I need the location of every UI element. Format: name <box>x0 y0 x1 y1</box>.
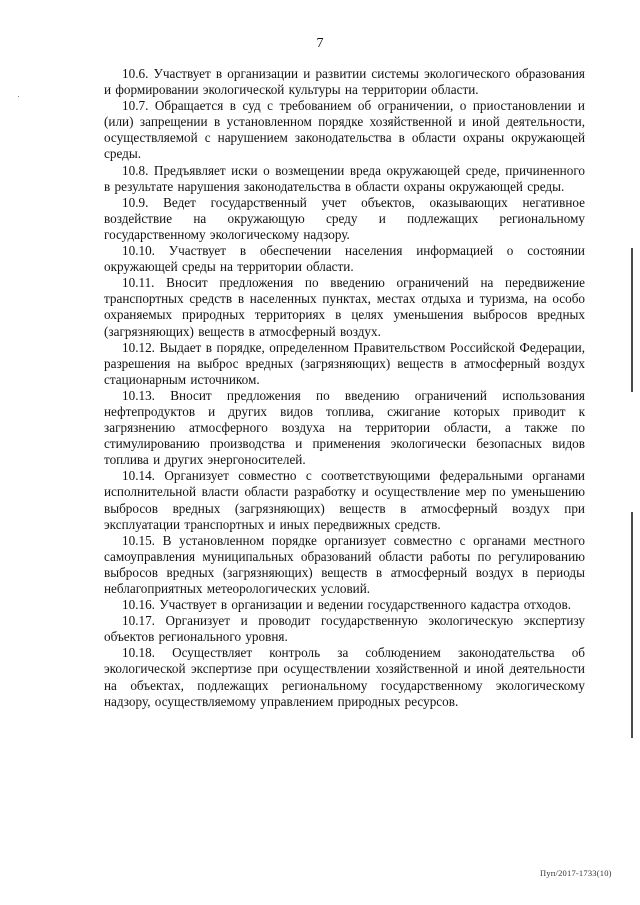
paragraph-10-12: 10.12. Выдает в порядке, определенном Правительством Российской Федерации, разрешения на выброс вредных (загрязняющих) веществ в атмосферный воздух стационарным источником. <box>104 339 585 387</box>
paragraph-10-7: 10.7. Обращается в суд с требованием об ограничении, о приостановлении и (или) запрещении в установленном порядке хозяйственной и иной деятельности, осуществляемой с нарушением законодательства в области охраны окружающей среды. <box>104 98 585 162</box>
paragraph-10-17: 10.17. Организует и проводит государственную экологическую экспертизу объектов регионального уровня. <box>104 613 585 645</box>
paragraph-10-15: 10.15. В установленном порядке организует совместно с органами местного самоуправления муниципальных образований области работы по регулированию выбросов вредных (загрязняющих) веществ в атмосферный воздух в периоды неблагоприятных метеорологических условий. <box>104 532 585 596</box>
paragraph-10-16: 10.16. Участвует в организации и ведении государственного кадастра отходов. <box>122 597 572 613</box>
scan-margin-line <box>631 512 633 738</box>
page-number: 7 <box>316 36 324 51</box>
scan-speck <box>18 96 19 97</box>
paragraph-10-11: 10.11. Вносит предложения по введению ограничений на передвижение транспортных средств в населенных пунктах, местах отдыха и туризма, на особо охраняемых природных территориях в целях уменьшения выбросов вредных (загрязняющих) веществ в атмосферный воздух. <box>104 275 585 339</box>
scan-margin-line <box>631 248 633 392</box>
paragraph-10-9: 10.9. Ведет государственный учет объектов, оказывающих негативное воздействие на окружающую среду и подлежащих региональному государственному экологическому надзору. <box>104 194 585 242</box>
paragraph-10-14: 10.14. Организует совместно с соответствующими федеральными органами исполнительной власти области разработку и осуществление мер по уменьшению выбросов вредных (загрязняющих) веществ в атмосферный воздух при эксплуатации транспортных и иных передвижных средств. <box>104 468 585 532</box>
paragraph-10-13: 10.13. Вносит предложения по введению ограничений использования нефтепродуктов и других видов топлива, сжигание которых приводит к загрязнению атмосферного воздуха на территории области, а также по стимулированию производства и применения экологически безопасных видов топлива и других энергоносителей. <box>104 387 585 468</box>
paragraph-10-8: 10.8. Предъявляет иски о возмещении вреда окружающей среде, причиненного в результате нарушения законодательства в области охраны окружающей среды. <box>104 162 585 194</box>
paragraph-10-18: 10.18. Осуществляет контроль за соблюдением законодательства об экологической экспертизе при осуществлении хозяйственной и иной деятельности на объектах, подлежащих региональному государственному экологическому надзору, осуществляемому управлением природных ресурсов. <box>104 645 585 709</box>
paragraph-10-10: 10.10. Участвует в обеспечении населения информацией о состоянии окружающей среды на территории области. <box>104 243 585 275</box>
document-code: Пуп/2017-1733(10) <box>540 868 612 878</box>
document-body <box>104 66 585 710</box>
paragraph-10-6: 10.6. Участвует в организации и развитии системы экологического образования и формировании экологической культуры на территории области. <box>104 66 585 98</box>
